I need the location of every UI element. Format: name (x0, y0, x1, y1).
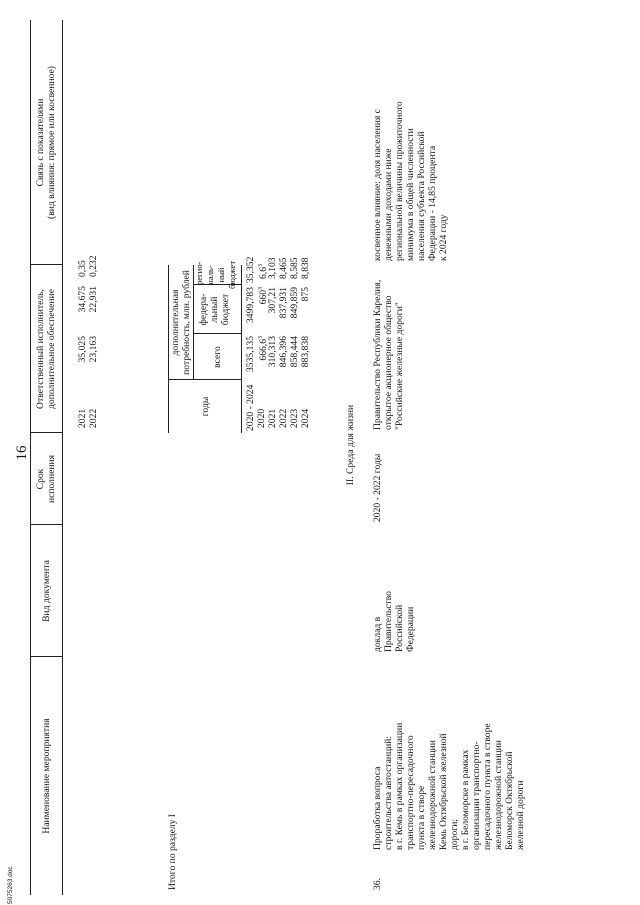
subtable-regional-header-3: ный (216, 267, 226, 283)
top-row-total: 23,163 (88, 336, 99, 363)
subtotal-row-year: 2022 (278, 408, 289, 428)
subtable-bottom-rule (241, 265, 242, 433)
subtotal-row-total: 883,838 (300, 336, 311, 368)
subtotal-row-regional: 35,352 (245, 256, 256, 283)
subtotal-row-regional: 3,103 (267, 257, 278, 279)
subtotal-row-regional: 8,585 (289, 257, 300, 279)
subtotal-row-regional: 8,838 (300, 257, 311, 279)
top-row-regional: 0,35 (77, 260, 88, 277)
header-resp-1: Ответственный исполнитель, (35, 289, 46, 409)
header-resp-2: дополнительное обеспечение (46, 289, 57, 409)
subtable-years-header: годы (200, 396, 211, 417)
item-name-line: пункта в створе (416, 785, 427, 850)
item-name-line: железнодорожной станции (427, 740, 438, 850)
subtotal-row-federal: 837,931 (278, 287, 289, 319)
subtotal-row-regional: 8,465 (278, 257, 289, 279)
item-link-line: населения субъекта Российской (416, 131, 427, 261)
subtotal-row-year: 2023 (289, 408, 300, 428)
item-name-line: Беломорск Октябрьской (504, 751, 515, 850)
subtotal-row-federal: 3499,783 (245, 287, 256, 323)
item-name-line: Кемь Октябрьской железной (438, 733, 449, 850)
subtotal-row-federal: 849,859 (289, 287, 300, 319)
item-name-line: строительства автостанций: (383, 735, 394, 850)
subtable-regional-header-2: наль- (205, 265, 215, 285)
item-doc-line: Федерации (405, 606, 416, 652)
item-term: 2020 - 2022 годы (372, 453, 383, 522)
subtotal-row-total: 846,396 (278, 336, 289, 368)
subtable-federal-header-1: федера- (198, 293, 209, 326)
subtable-total-header: всего (212, 346, 223, 368)
item-resp-line: Правительство Республики Карелия, (372, 279, 383, 430)
top-row-total: 35,025 (77, 336, 88, 363)
item-link-line: косвенное влияние: доля населения с (372, 109, 383, 261)
item-name-line: Проработка вопроса (372, 766, 383, 850)
header-name: Наименование мероприятия (41, 718, 52, 834)
subtotal-row-year: 2020 (256, 408, 267, 428)
item-name-line: транспортно-пересадочного (405, 735, 416, 850)
header-top-rule (30, 20, 31, 895)
header-term-2: исполнения (46, 454, 57, 504)
item-link-line: региональной величины прожиточного (394, 101, 405, 261)
header-link-2: (вид влияния: прямое или косвенное) (46, 66, 57, 219)
top-row-year: 2022 (88, 408, 99, 428)
subtotal-row-federal: 307,21 (267, 287, 278, 314)
item-doc-line: Российской (394, 604, 405, 652)
subtotal-row-regional-value: 6,6 (258, 267, 270, 279)
footnote-mark: 3 (258, 264, 264, 267)
subtotal-row-total: 3535,135 (245, 336, 256, 372)
item-resp-line: открытое акционерное общество (383, 295, 394, 430)
top-row-regional: 0,232 (88, 255, 99, 277)
subtable-regional-header-1: регио- (194, 261, 204, 285)
item-doc-line: доклад в (372, 616, 383, 652)
top-row-federal: 22,931 (88, 286, 99, 313)
subtotal-row-federal-value: 660 (258, 290, 270, 305)
header-doc: Вид документа (41, 560, 52, 622)
item-name-line: пересадочного пункта в створе (482, 723, 493, 850)
subtable-federal-header-3: бюджет (220, 293, 231, 326)
subtable-need-header-1: дополнительная (170, 289, 181, 356)
item-link-line: к 2024 году (438, 214, 449, 261)
page-number: 16 (14, 445, 30, 461)
section-title: II. Среда для жизни (345, 404, 356, 486)
subtable-need-header-2: потребность, млн. рублей (181, 270, 192, 375)
subtotal-label: Итого по разделу I (167, 813, 178, 890)
subtotal-row-year: 2020 - 2024 (245, 384, 256, 431)
subtotal-row-total-value: 666,6 (258, 339, 270, 361)
footer (7, 868, 21, 904)
item-number: 36. (372, 878, 383, 890)
item-link-line: Федерации - 14,85 процента (427, 145, 438, 261)
item-doc-line: Правительство (383, 591, 394, 652)
subtotal-row-year: 2024 (300, 408, 311, 428)
top-row-year: 2021 (77, 408, 88, 428)
item-name-line: железной дороги (515, 780, 526, 850)
header-term-1: Срок (35, 468, 46, 490)
item-resp-line: "Российские железные дороги" (394, 302, 405, 430)
header-bottom-rule (62, 20, 63, 895)
footnote-mark: 3 (258, 287, 264, 290)
item-link-line: минимума в общей численности (405, 128, 416, 261)
subtotal-row-year: 2021 (267, 408, 278, 428)
subtable-federal-header-2: льный (209, 296, 220, 323)
item-name-line: организации транспортно- (471, 741, 482, 850)
item-name-line: дороги; (449, 818, 460, 850)
subtable-regional-header-4: бюджет (227, 260, 237, 289)
footer-file-code: 5075263.doc (7, 866, 14, 904)
footnote-mark: 3 (258, 336, 264, 339)
item-link-line: денежными доходами ниже (383, 148, 394, 261)
item-name-line: в г. Беломорске в рамках (460, 749, 471, 850)
subtotal-row-federal: 875 (300, 287, 311, 302)
header-link-1: Связь с показателями (35, 98, 46, 187)
subtable-top-rule (168, 265, 169, 433)
subtotal-row-total: 858,444 (289, 336, 300, 368)
top-row-federal: 34,675 (77, 286, 88, 313)
item-name-line: в г. Кемь в рамках организации (394, 722, 405, 850)
subtotal-row-total: 310,313 (267, 336, 278, 368)
item-name-line: железнодорожной станции (493, 740, 504, 850)
